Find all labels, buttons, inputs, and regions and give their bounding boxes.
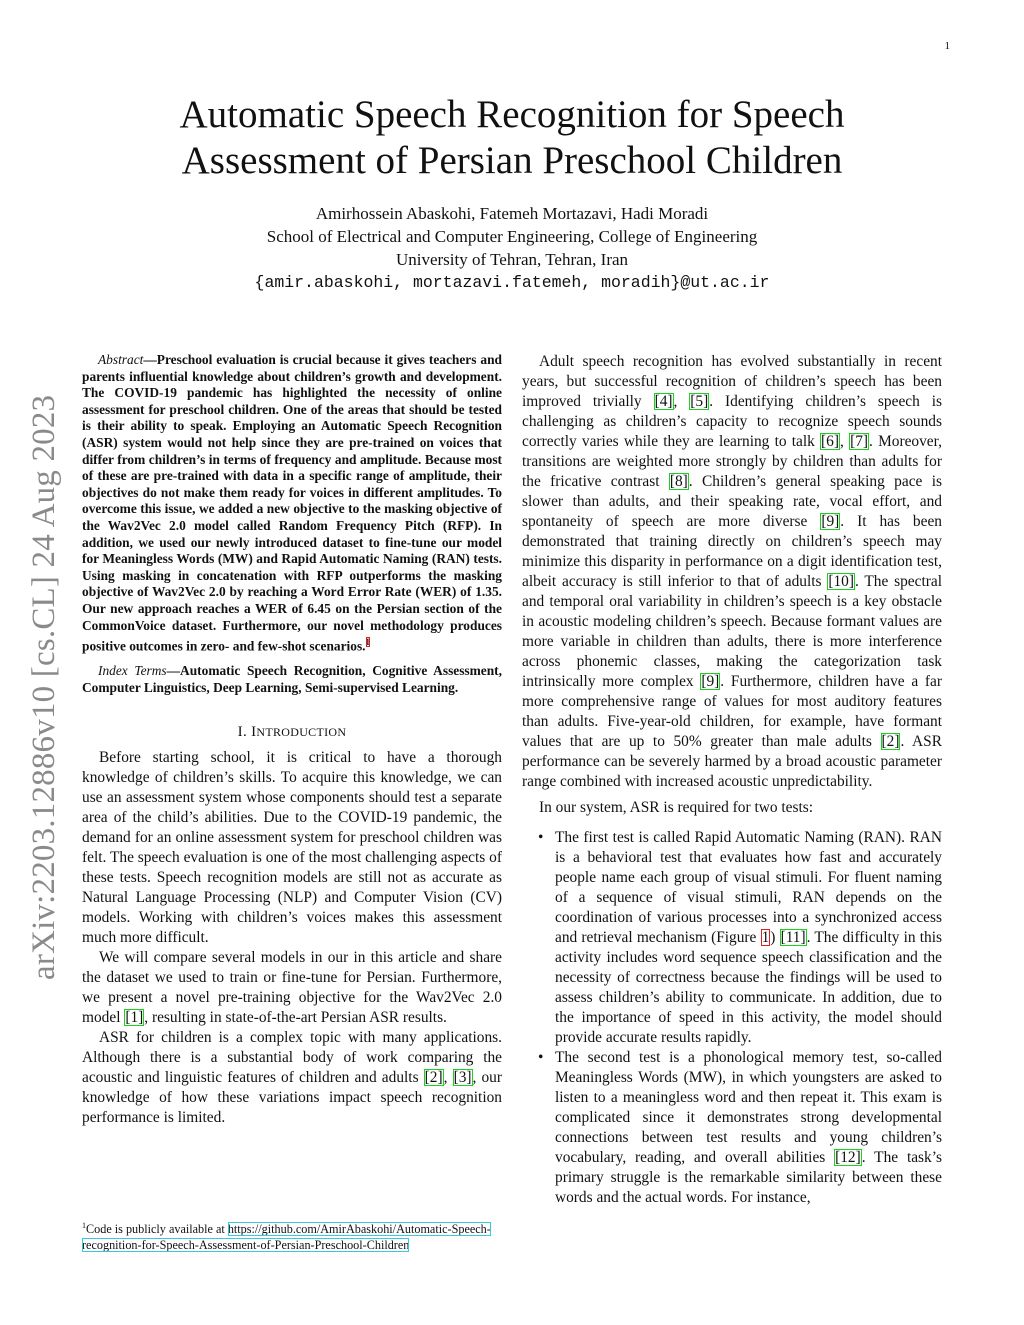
citation-11[interactable]: [11]: [780, 929, 806, 946]
figure-1-link[interactable]: 1: [761, 929, 770, 946]
citation-8[interactable]: [8]: [669, 473, 688, 490]
intro-p3-text-a: ASR for children is a complex topic with many applications. Although there is a substantial body of work comparing the acoustic and linguistic features of children and adults: [82, 1029, 502, 1087]
intro-paragraph-1: Before starting school, it is critical to have a thorough knowledge of children’s skills. To acquire this knowledge, we can use an assessment system whose components should test a separate area of the child’s abilities. Due to the COVID-19 pandemic, the demand for an online assessment system for preschool children was felt. The speech evaluation is one of the most challenging aspects of these tests. Speech recognition models are still not as accurate as Natural Language Processing (NLP) and Computer Vision (CV) models. Working with children’s voices makes this assessment much more difficult.: [82, 749, 502, 947]
index-terms-text: Automatic Speech Recognition, Cognitive Assessment, Computer Linguistics, Deep Learning, Semi-supervised Learning.: [82, 663, 502, 695]
index-terms-dash: —: [166, 663, 181, 679]
rc-p1-g: . It has been demonstrated that training directly on children’s speech may minimize this disparity in performance on a digit identification test, albeit accuracy is still inferior to that of adults: [522, 513, 942, 590]
citation-2[interactable]: [2]: [424, 1069, 443, 1087]
right-paragraph-2: In our system, ASR is required for two tests:: [539, 799, 814, 816]
rc-p1-f: . Children’s general speaking pace is slower than adults, and their speaking rate, vocal effort, and spontaneity of speech are more diverse: [522, 473, 942, 530]
author-affiliation: School of Electrical and Computer Engineering, College of Engineering: [266, 227, 758, 246]
b1-b: ): [770, 929, 780, 946]
author-emails: {amir.abaskohi, mortazavi.fatemeh, moradih}@ut.ac.ir: [254, 273, 770, 292]
citation-4[interactable]: [4]: [654, 393, 673, 410]
left-column: [82, 352, 502, 1128]
introduction-heading: [82, 722, 502, 742]
rc-p1-c: . Identifying children’s speech is challenging as children’s capacity to recognize speech sounds correctly varies while they are learning to talk: [522, 393, 942, 450]
list-item: [522, 1048, 942, 1208]
introduction-numeral: I.: [237, 724, 252, 741]
code-url-link[interactable]: https://github.com/AmirAbaskohi/Automatic-Speech-recognition-for-Speech-Assessment-of-Persian-Preschool-Children: [82, 1222, 491, 1253]
citation-5[interactable]: [5]: [690, 393, 709, 410]
intro-paragraph-2: [82, 948, 502, 1028]
page-number: 1: [944, 40, 950, 52]
author-block: [120, 202, 904, 295]
b1-a: The first test is called Rapid Automatic Naming (RAN). RAN is a behavioral test that evaluates how fast and accurately people name each group of visual stimuli. For fluent naming of a sequence of visual stimuli, RAN depends on the coordination of various processes into a synchronized access and retrieval mechanism (Figure: [555, 829, 942, 946]
citation-10[interactable]: [10]: [828, 573, 854, 590]
bullet-dot-2: •: [538, 1049, 544, 1066]
citation-12[interactable]: [12]: [835, 1149, 861, 1166]
title-block: [120, 92, 904, 295]
rc-p1-e: . Moreover, transitions are weighted more strongly by children than adults for the fricative contrast: [522, 433, 942, 490]
citation-2-right[interactable]: [2]: [881, 733, 900, 750]
right-column: [522, 352, 942, 1208]
citation-9-second[interactable]: [9]: [701, 673, 720, 690]
intro-paragraph-3: [82, 1028, 502, 1128]
b2-a: The second test is a phonological memory test, so-called Meaningless Words (MW), in which youngsters are asked to listen to a meaningless word and then repeat it. This exam is complicated since it demonstrates strong developmental connections between test results and young children’s vocabulary, reading, and overall abilities: [555, 1049, 942, 1166]
introduction-rest: NTRODUCTION: [256, 725, 347, 740]
test-list: [522, 828, 942, 1208]
citation-7[interactable]: [7]: [850, 433, 869, 450]
paper-title: [120, 92, 904, 184]
b2-b: . The task’s primary struggle is the remarkable similarity between these words and the actual words. For instance,: [555, 1149, 943, 1206]
rc-p1-a: Adult speech recognition has evolved substantially in recent years, but successful recognition of children’s speech has been improved trivially: [522, 353, 942, 410]
bullet-dot-1: •: [538, 829, 544, 846]
index-terms: [82, 663, 502, 696]
title-line-1: Automatic Speech Recognition for Speech: [179, 93, 845, 136]
citation-1[interactable]: [1]: [125, 1009, 144, 1027]
abstract: [82, 352, 502, 655]
author-university: University of Tehran, Tehran, Iran: [395, 250, 629, 269]
title-line-2: Assessment of Persian Preschool Children: [181, 139, 843, 182]
intro-p2-text-a: We will compare several models in our in this article and share the dataset we used to train or fine-tune for Persian. Furthermore, we present a novel pre-training objective for the Wav2Vec 2.0 model: [82, 949, 502, 1027]
rc-p1-j: . ASR performance can be severely harmed by a broad acoustic parameter range combined with increased acoustic unpredictability.: [522, 733, 942, 790]
intro-p3-text-b: ,: [443, 1069, 453, 1087]
author-names: Amirhossein Abaskohi, Fatemeh Mortazavi, Hadi Moradi: [315, 204, 709, 223]
list-item: [522, 828, 942, 1048]
abstract-footnote-link[interactable]: 1: [365, 637, 371, 648]
rc-p1-h: . The spectral and temporal oral variability in children’s speech is a key obstacle in acoustic modeling children’s speech. Because formant values are more variable in children than adults, there is more interference across phonemic classes, making the categorization task intrinsically more complex: [522, 573, 942, 690]
intro-p2-text-b: , resulting in state-of-the-art Persian ASR results.: [144, 1009, 447, 1027]
introduction-first-letter: I: [251, 724, 257, 741]
right-paragraph-1: [522, 352, 942, 792]
abstract-lead: Abstract: [98, 352, 144, 367]
footnote: [82, 1218, 502, 1253]
footnote-mark: 1: [82, 1221, 86, 1230]
abstract-dash: —: [143, 352, 157, 367]
citation-3[interactable]: [3]: [453, 1069, 472, 1087]
index-terms-lead: Index Terms: [98, 663, 167, 679]
citation-9[interactable]: [9]: [821, 513, 840, 530]
arxiv-stamp[interactable]: arXiv:2203.12886v10 [cs.CL] 24 Aug 2023: [26, 394, 62, 980]
intro-p3-text-c: , our knowledge of how these variations impact speech recognition performance is limited.: [82, 1069, 502, 1127]
rc-p1-b: ,: [673, 393, 690, 410]
rc-p1-d: ,: [840, 433, 850, 450]
b1-c: . The difficulty in this activity includes word sequence speech classification and the necessity of correctness because the findings will be used to assess children’s ability to communicate. In addition, due to the importance of speed in this activity, the model should provide accurate results rapidly.: [555, 929, 943, 1046]
citation-6[interactable]: [6]: [821, 433, 839, 450]
footnote-text: Code is publicly available at: [86, 1222, 228, 1237]
rc-p1-i: . Furthermore, children have a far more comprehensive range of values for most auditory features than adults. Five-year-old children, for example, have formant values that are up to 50% greater than male adults: [522, 673, 942, 750]
abstract-text: Preschool evaluation is crucial because it gives teachers and parents influential knowledge about children’s growth and development. The COVID-19 pandemic has highlighted the necessity of online assessment for preschool children. One of the areas that should be tested is their ability to speak. Employing an Automatic Speech Recognition (ASR) system would not help since they are pre-trained on voices that differ from children’s in terms of frequency and amplitude. Because most of these are pre-trained with data in a specific range of amplitude, their objectives do not make them ready for voices in different amplitudes. To overcome this issue, we added a new objective to the masking objective of the Wav2Vec 2.0 model called Random Frequency Pitch (RFP). In addition, we used our newly introduced dataset to fine-tune our model for Meaningless Words (MW) and Rapid Automatic Naming (RAN) tests. Using masking in concatenation with RFP outperforms the masking objective of Wav2Vec 2.0 by reaching a Word Error Rate (WER) of 1.35. Our new approach reaches a WER of 6.45 on the Persian section of the CommonVoice dataset. Furthermore, our novel methodology produces positive outcomes in zero- and few-shot scenarios.: [82, 352, 502, 654]
